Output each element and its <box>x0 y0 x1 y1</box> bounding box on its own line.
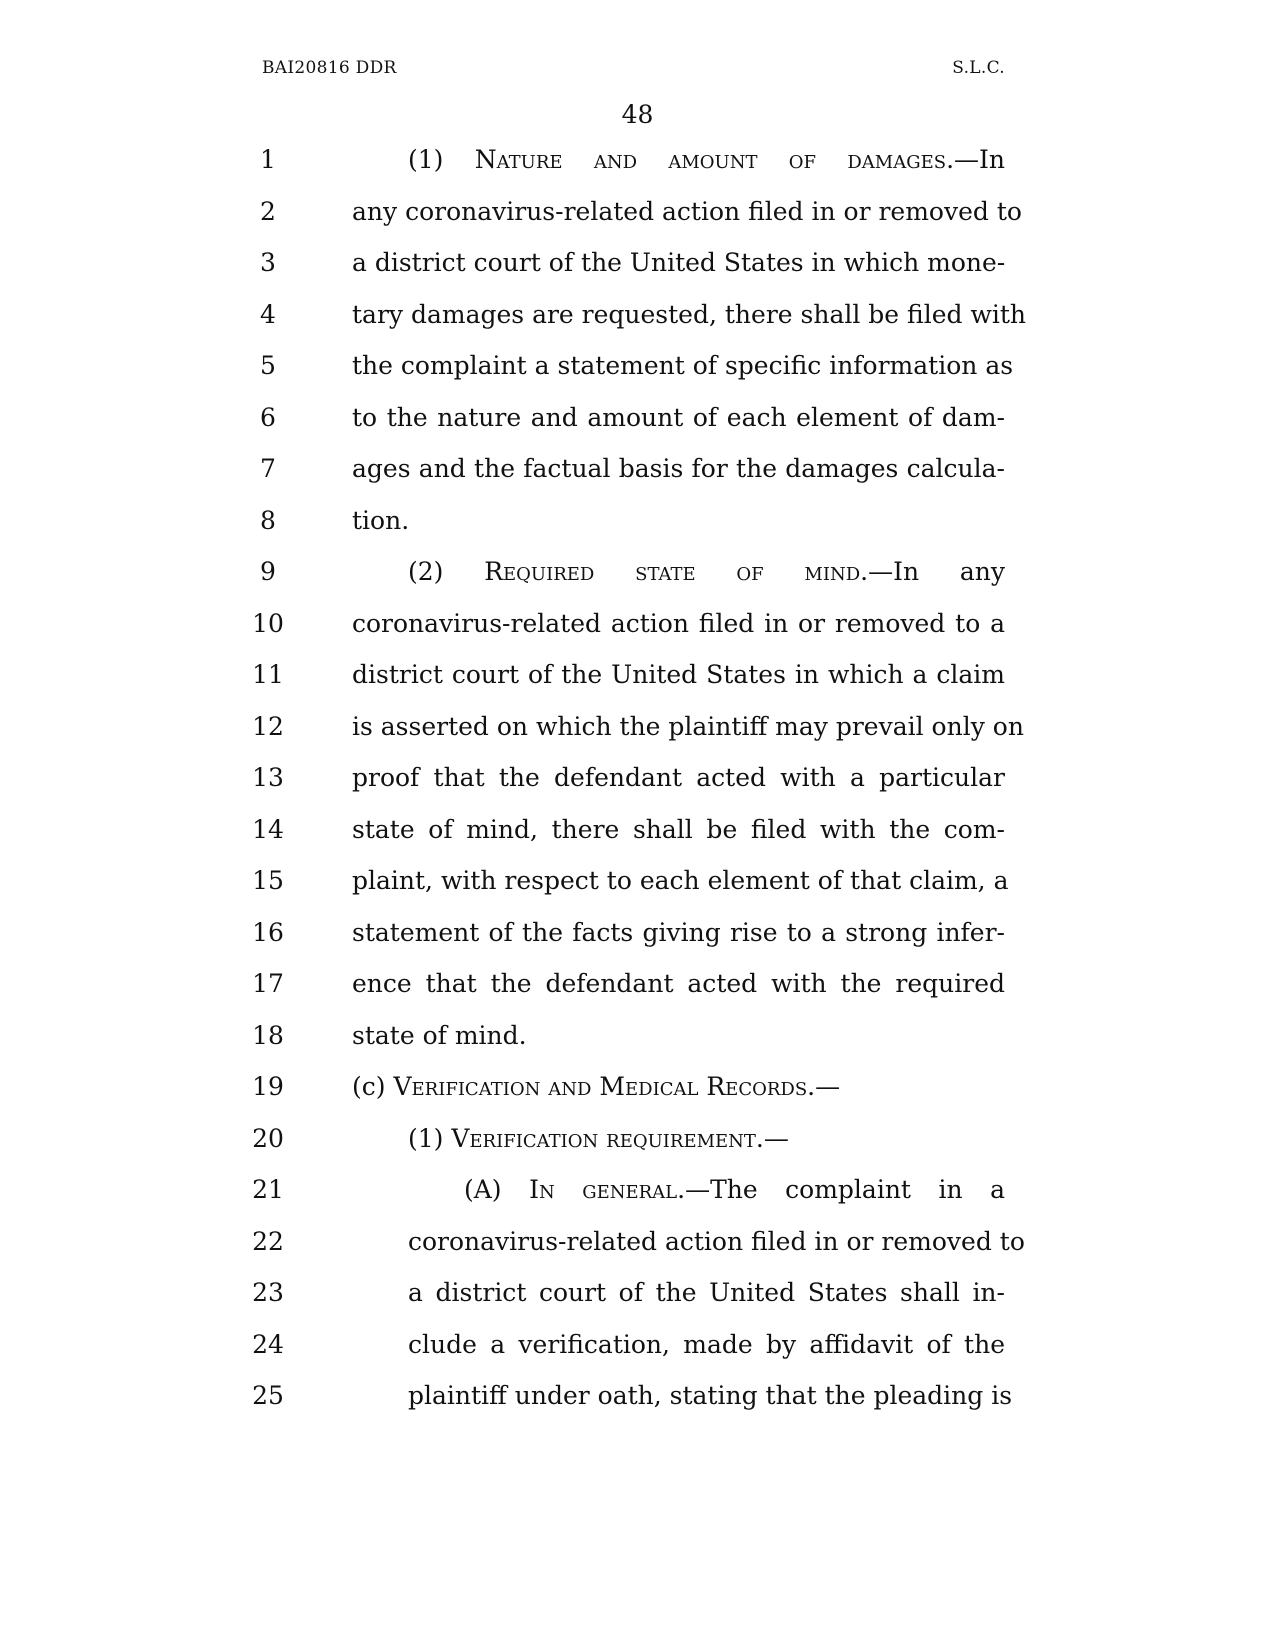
line-text: state of mind. <box>352 1020 527 1050</box>
line-text: ence that the defendant acted with the required <box>352 969 1005 998</box>
line-text: proof that the defendant acted with a particular <box>352 763 1005 792</box>
text-line <box>0 1016 1275 1056</box>
line-text: tion. <box>352 505 410 535</box>
line-text: the complaint a statement of specific information as <box>352 351 1014 380</box>
line-text: (c) Verification and Medical Records.— <box>352 1072 841 1101</box>
line-number: 16 <box>252 917 284 947</box>
text-line <box>0 346 1275 386</box>
line-text: ages and the factual basis for the damages calcula- <box>352 454 1005 483</box>
text-line <box>0 552 1275 592</box>
line-number: 24 <box>252 1329 284 1359</box>
text-line <box>0 1119 1275 1159</box>
line-number: 14 <box>252 814 284 844</box>
line-number: 18 <box>252 1020 284 1050</box>
line-text: any coronavirus-related action filed in or removed to <box>352 196 1022 226</box>
document-id: BAI20816 DDR <box>262 58 397 78</box>
line-number: 25 <box>252 1381 284 1410</box>
text-line <box>0 655 1275 695</box>
text-line <box>0 243 1275 283</box>
line-number: 12 <box>252 711 284 741</box>
line-number: 6 <box>260 402 276 432</box>
line-number: 7 <box>260 454 276 483</box>
line-text: is asserted on which the plaintiff may prevail only on <box>352 711 1024 741</box>
text-line <box>0 1325 1275 1365</box>
text-line <box>0 1376 1275 1416</box>
text-line <box>0 1222 1275 1262</box>
line-number: 15 <box>252 866 284 895</box>
text-line <box>0 295 1275 335</box>
line-text: (A) In general.—The complaint in a <box>464 1175 1005 1204</box>
line-text: plaint, with respect to each element of that claim, a <box>352 866 1009 895</box>
line-number: 13 <box>252 763 284 792</box>
line-text: to the nature and amount of each element of dam- <box>352 402 1005 432</box>
line-number: 11 <box>252 660 284 689</box>
line-text: (1) Nature and amount of damages.—In <box>408 145 1006 174</box>
line-text: district court of the United States in which a claim <box>352 660 1005 689</box>
text-line <box>0 449 1275 489</box>
line-number: 5 <box>260 351 276 380</box>
text-line <box>0 861 1275 901</box>
text-line <box>0 140 1275 180</box>
line-number: 19 <box>252 1072 284 1101</box>
line-number: 17 <box>252 969 284 998</box>
line-number: 4 <box>260 299 276 329</box>
text-line <box>0 398 1275 438</box>
text-line <box>0 964 1275 1004</box>
line-number: 10 <box>252 608 284 638</box>
text-line <box>0 707 1275 747</box>
line-text: statement of the facts giving rise to a strong infer- <box>352 917 1005 947</box>
line-text: coronavirus-related action filed in or removed to <box>408 1226 1025 1256</box>
line-text: a district court of the United States in which mone- <box>352 248 1006 277</box>
line-number: 1 <box>260 145 276 174</box>
line-text: coronavirus-related action filed in or removed to a <box>352 608 1005 638</box>
line-number: 3 <box>260 248 276 277</box>
text-line <box>0 604 1275 644</box>
line-text: a district court of the United States shall in- <box>408 1278 1005 1307</box>
text-line <box>0 1067 1275 1107</box>
line-number: 2 <box>260 196 276 226</box>
line-number: 8 <box>260 505 276 535</box>
line-text: (1) Verification requirement.— <box>408 1123 789 1153</box>
line-number: 22 <box>252 1226 284 1256</box>
text-line <box>0 1273 1275 1313</box>
line-number: 9 <box>260 557 276 586</box>
page-number: 48 <box>621 100 654 129</box>
line-text: (2) Required state of mind.—In any <box>408 557 1005 586</box>
text-line <box>0 192 1275 232</box>
line-text: tary damages are requested, there shall be filed with <box>352 299 1026 329</box>
text-line <box>0 913 1275 953</box>
text-line <box>0 810 1275 850</box>
text-line <box>0 758 1275 798</box>
text-line <box>0 1170 1275 1210</box>
text-line <box>0 501 1275 541</box>
line-text: plaintiff under oath, stating that the pleading is <box>408 1381 1013 1410</box>
document-code: S.L.C. <box>952 58 1005 78</box>
line-number: 20 <box>252 1123 284 1153</box>
line-text: state of mind, there shall be filed with the com- <box>352 814 1005 844</box>
line-text: clude a verification, made by affidavit of the <box>408 1329 1005 1359</box>
line-number: 21 <box>252 1175 284 1204</box>
line-number: 23 <box>252 1278 284 1307</box>
